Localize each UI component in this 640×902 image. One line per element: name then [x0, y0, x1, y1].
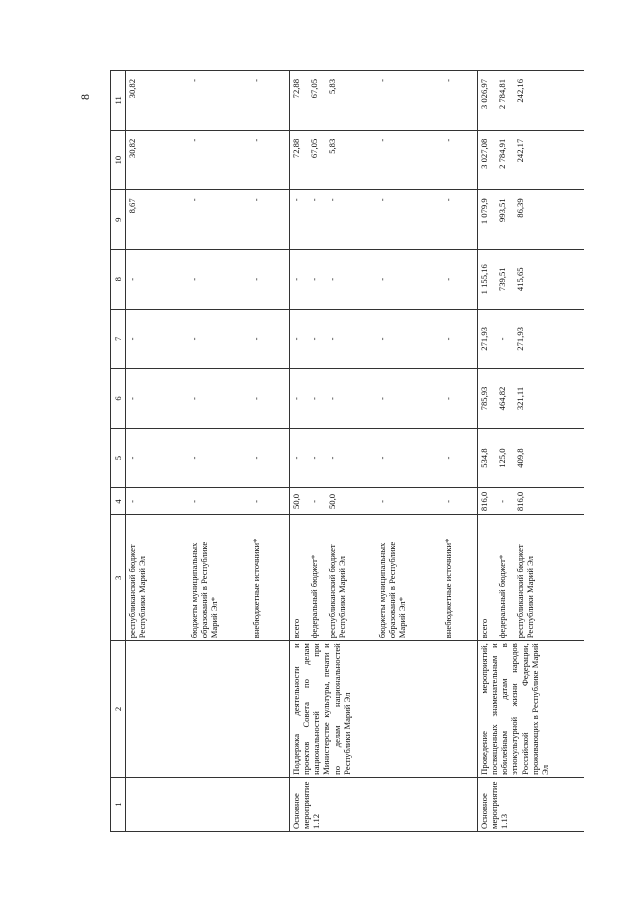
column-number: 11	[111, 71, 126, 131]
value-cell: 5,83	[326, 71, 376, 131]
value-cell: 50,0	[326, 488, 376, 515]
value-cell: -	[496, 488, 514, 515]
funding-source: бюджеты муниципальных образований в Республике Марий Эл*	[188, 515, 250, 641]
column-number: 5	[111, 428, 126, 488]
value-cell: -	[308, 190, 326, 250]
funding-source: внебюджетные источники*	[250, 515, 290, 641]
value-cell: -	[442, 71, 478, 131]
value-cell: -	[326, 190, 376, 250]
column-number: 4	[111, 488, 126, 515]
column-number: 1	[111, 777, 126, 831]
value-cell: -	[442, 130, 478, 190]
value-cell: 271,93	[478, 309, 496, 369]
funding-source: федеральный бюджет*	[308, 515, 326, 641]
funding-source: федеральный бюджет*	[496, 515, 514, 641]
page-number: 8	[78, 94, 92, 100]
value-cell: -	[290, 190, 308, 250]
value-cell: -	[496, 309, 514, 369]
value-cell: -	[250, 190, 290, 250]
value-cell: -	[326, 428, 376, 488]
table-row	[478, 71, 496, 832]
budget-table	[110, 70, 584, 832]
value-cell: -	[376, 71, 442, 131]
funding-source: всего	[478, 515, 496, 641]
value-cell: 271,93	[514, 309, 584, 369]
value-cell: -	[290, 309, 308, 369]
column-number: 7	[111, 309, 126, 369]
value-cell: 415,65	[514, 249, 584, 309]
value-cell: 5,83	[326, 130, 376, 190]
table-row	[126, 71, 188, 832]
value-cell: 125,0	[496, 428, 514, 488]
value-cell: 72,88	[290, 71, 308, 131]
value-cell: 86,39	[514, 190, 584, 250]
value-cell: 67,05	[308, 71, 326, 131]
measure-name: Основное мероприятие 1.13	[478, 777, 584, 831]
column-number: 6	[111, 369, 126, 429]
value-cell: 321,11	[514, 369, 584, 429]
value-cell: -	[126, 249, 188, 309]
value-cell: -	[188, 130, 250, 190]
value-cell: 739,51	[496, 249, 514, 309]
value-cell: -	[188, 309, 250, 369]
value-cell: 1 155,16	[478, 249, 496, 309]
value-cell: -	[376, 369, 442, 429]
value-cell: -	[188, 369, 250, 429]
value-cell: 67,05	[308, 130, 326, 190]
value-cell: 993,51	[496, 190, 514, 250]
value-cell: 30,82	[126, 130, 188, 190]
value-cell: -	[250, 130, 290, 190]
value-cell: -	[308, 488, 326, 515]
value-cell: -	[250, 71, 290, 131]
value-cell: -	[442, 369, 478, 429]
value-cell: 2 784,91	[496, 130, 514, 190]
funding-source: бюджеты муниципальных образований в Республике Марий Эл*	[376, 515, 442, 641]
funding-source: республиканский бюджет Республики Марий Эл	[126, 515, 188, 641]
value-cell: -	[188, 249, 250, 309]
value-cell: 816,0	[478, 488, 496, 515]
value-cell: 242,16	[514, 71, 584, 131]
measure-description: Проведение мероприятий, посвященных знаменательным и юбилейным датам в этнокультурной жизни народов Российской Федерации, проживающих в Республике Марий Эл	[478, 641, 584, 778]
funding-source: республиканский бюджет Республики Марий Эл	[326, 515, 376, 641]
funding-source: всего	[290, 515, 308, 641]
value-cell: 2 784,81	[496, 71, 514, 131]
column-number: 3	[111, 515, 126, 641]
value-cell: -	[250, 309, 290, 369]
column-number: 8	[111, 249, 126, 309]
value-cell: -	[308, 369, 326, 429]
value-cell: -	[126, 309, 188, 369]
value-cell: 30,82	[126, 71, 188, 131]
value-cell: -	[442, 488, 478, 515]
value-cell: 50,0	[290, 488, 308, 515]
value-cell: -	[188, 428, 250, 488]
value-cell: 816,0	[514, 488, 584, 515]
funding-source: внебюджетные источники*	[442, 515, 478, 641]
value-cell: -	[376, 249, 442, 309]
value-cell: -	[188, 71, 250, 131]
value-cell: -	[250, 369, 290, 429]
value-cell: 3 027,08	[478, 130, 496, 190]
value-cell: -	[442, 309, 478, 369]
value-cell: 3 026,97	[478, 71, 496, 131]
value-cell: 409,8	[514, 428, 584, 488]
column-number: 10	[111, 130, 126, 190]
value-cell: -	[250, 428, 290, 488]
value-cell: -	[376, 309, 442, 369]
measure-name: Основное мероприятие 1.12	[290, 777, 478, 831]
value-cell: 242,17	[514, 130, 584, 190]
value-cell: -	[250, 488, 290, 515]
value-cell: -	[290, 428, 308, 488]
value-cell: -	[442, 249, 478, 309]
value-cell: -	[290, 369, 308, 429]
value-cell: 464,82	[496, 369, 514, 429]
value-cell: -	[290, 249, 308, 309]
value-cell: -	[376, 190, 442, 250]
table-row	[188, 71, 250, 832]
table-row	[250, 71, 290, 832]
value-cell: -	[326, 249, 376, 309]
column-number: 9	[111, 190, 126, 250]
value-cell: -	[188, 488, 250, 515]
value-cell: -	[442, 428, 478, 488]
value-cell: -	[250, 249, 290, 309]
column-number-row	[111, 71, 126, 832]
value-cell: 8,67	[126, 190, 188, 250]
value-cell: -	[308, 428, 326, 488]
value-cell: 785,93	[478, 369, 496, 429]
value-cell: -	[376, 130, 442, 190]
value-cell: -	[126, 488, 188, 515]
column-number: 2	[111, 641, 126, 778]
value-cell: -	[126, 428, 188, 488]
value-cell: 534,8	[478, 428, 496, 488]
value-cell: -	[188, 190, 250, 250]
value-cell: -	[326, 309, 376, 369]
value-cell: -	[308, 249, 326, 309]
value-cell: -	[442, 190, 478, 250]
measure-description: Поддержка деятельности и проектов Совета по делам национальностей при Министерстве культуры, печати и по делам национальностей Республики Марий Эл	[290, 641, 478, 778]
table-row	[290, 71, 308, 832]
value-cell: -	[308, 309, 326, 369]
value-cell: -	[126, 369, 188, 429]
value-cell: -	[376, 428, 442, 488]
value-cell: 1 079,9	[478, 190, 496, 250]
value-cell: -	[376, 488, 442, 515]
funding-source: республиканский бюджет Республики Марий Эл	[514, 515, 584, 641]
value-cell: 72,88	[290, 130, 308, 190]
value-cell: -	[326, 369, 376, 429]
